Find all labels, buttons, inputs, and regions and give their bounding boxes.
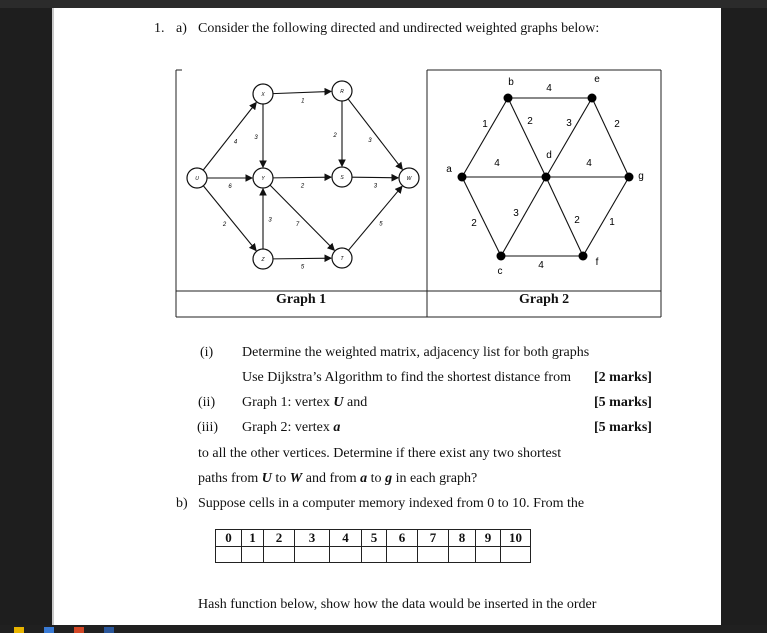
- graph2-caption: Graph 2: [519, 292, 570, 307]
- hash-value-cell: [330, 547, 362, 563]
- graph1-edge-S-W: [352, 177, 398, 178]
- question-number: 1.: [154, 21, 165, 36]
- hash-value-cell: [449, 547, 476, 563]
- graph2-node-c: [497, 252, 506, 261]
- item-ii-text: Graph 1: vertex U and: [242, 395, 368, 410]
- graph2-node-label: g: [638, 171, 644, 182]
- graph1-edge-weight: 1: [301, 98, 305, 105]
- hash-value-cell: [295, 547, 330, 563]
- hash-index-cell: 8: [449, 530, 476, 547]
- part-a-text: Consider the following directed and undirected weighted graphs below:: [198, 21, 600, 36]
- graph2-node-label: a: [446, 164, 452, 175]
- taskbar-app-icon[interactable]: [44, 627, 54, 633]
- graph2-node-b: [504, 94, 513, 103]
- graph1-caption: Graph 1: [276, 292, 327, 307]
- graph2-node-d: [542, 173, 551, 182]
- graph2-node-label: f: [595, 257, 599, 268]
- graph2-edge-weight: 4: [546, 83, 552, 94]
- graph2-edge-f-g: [583, 177, 629, 256]
- hash-index-cell: 1: [242, 530, 264, 547]
- graph1-edge-weight: 5: [379, 221, 383, 228]
- graph1-node-label: R: [340, 89, 344, 95]
- graph2-edge-weight: 2: [471, 218, 477, 229]
- graph2-edge-weight: 2: [614, 119, 620, 130]
- hash-index-cell: 2: [264, 530, 295, 547]
- graph1-edge-weight: 2: [333, 133, 337, 139]
- graph1-edge-weight: 2: [300, 183, 305, 190]
- figure-frame: [176, 70, 661, 317]
- graph1-node-label: Z: [261, 257, 265, 263]
- hash-table: [215, 529, 531, 563]
- graph2-edge-e-g: [592, 98, 629, 177]
- graph1-edge-R-W: [348, 99, 402, 169]
- graph2-edge-weight: 3: [566, 118, 572, 129]
- taskbar: [0, 625, 767, 633]
- hash-value-cell: [476, 547, 501, 563]
- graph2-node-g: [625, 173, 634, 182]
- item-iii-roman: (iii): [197, 420, 218, 435]
- graph2-edge-weight: 4: [586, 158, 592, 169]
- graph2-node-label: d: [546, 150, 552, 161]
- graph2-edge-weight: 2: [574, 215, 580, 226]
- graph2-edge-c-d: [501, 177, 546, 256]
- graph2-edge-e-d: [546, 98, 592, 177]
- hash-value-cell: [242, 547, 264, 563]
- dijkstra-text: Use Dijkstra’s Algorithm to find the shortest distance from: [242, 370, 571, 385]
- hash-index-cell: 10: [501, 530, 531, 547]
- graph1-edge-Y-S: [273, 177, 331, 178]
- graph1-edge-weight: 6: [228, 184, 232, 190]
- graph1-edge-Z-T: [273, 258, 331, 259]
- hash-function-text: Hash function below, show how the data would be inserted in the order: [198, 597, 597, 612]
- graph2-edge-weight: 4: [494, 158, 500, 169]
- item-ii-roman: (ii): [198, 395, 216, 410]
- graph1-edge-weight: 3: [373, 183, 378, 190]
- item-iii-marks: [5 marks]: [594, 420, 652, 435]
- graph1-edge-weight: 5: [300, 264, 305, 271]
- hash-index-cell: 7: [418, 530, 449, 547]
- graph1-node-label: T: [340, 256, 344, 262]
- hash-value-cell: [418, 547, 449, 563]
- item-i-roman: (i): [200, 345, 214, 360]
- graph1-edge-weight: 3: [268, 217, 272, 224]
- hash-value-cell: [387, 547, 418, 563]
- graph2-node-label: c: [497, 266, 503, 277]
- taskbar-app-icon[interactable]: [104, 627, 114, 633]
- item-i-text: Determine the weighted matrix, adjacency list for both graphs: [242, 345, 590, 360]
- graph1-node-label: Y: [261, 176, 265, 182]
- hash-index-cell: 9: [476, 530, 501, 547]
- hash-index-cell: 5: [362, 530, 387, 547]
- graph1-edge-weight: 3: [368, 137, 372, 144]
- hash-index-cell: 6: [387, 530, 418, 547]
- followup-line-2: paths from U to W and from a to g in each graph?: [198, 471, 478, 486]
- graph1-edge-weight: 4: [233, 139, 238, 146]
- graph1-edge-T-W: [348, 186, 402, 250]
- graph1-edge-weight: 3: [254, 135, 258, 141]
- graph2-edge-weight: 1: [609, 217, 615, 228]
- item-ii-marks: [5 marks]: [594, 395, 652, 410]
- hash-index-cell: 0: [216, 530, 242, 547]
- item-iii-text: Graph 2: vertex a: [242, 420, 341, 435]
- graph2-node-f: [579, 252, 588, 261]
- followup-line-1: to all the other vertices. Determine if there exist any two shortest: [198, 446, 562, 461]
- graph2-edge-a-c: [462, 177, 501, 256]
- graph1-node-label: X: [261, 92, 265, 98]
- graph2-node-label: e: [594, 74, 600, 85]
- hash-value-cell: [362, 547, 387, 563]
- hash-value-cell: [264, 547, 295, 563]
- graph1-node-label: S: [340, 175, 344, 181]
- graph1-edge-weight: 2: [222, 221, 227, 228]
- hash-index-cell: 4: [330, 530, 362, 547]
- graph1-node-label: W: [406, 176, 412, 182]
- graph1-edge-U-Z: [203, 186, 256, 251]
- part-a-label: a): [176, 21, 187, 36]
- graph2-node-label: b: [508, 77, 514, 88]
- part-b-text: Suppose cells in a computer memory indexed from 0 to 10. From the: [198, 496, 585, 511]
- hash-value-cell: [501, 547, 531, 563]
- graph1-node-label: U: [195, 176, 199, 182]
- graph2-edge-b-d: [508, 98, 546, 177]
- hash-index-row: [216, 530, 531, 547]
- graph2-edge-weight: 2: [527, 116, 533, 127]
- hash-value-cell: [216, 547, 242, 563]
- graph2-node-a: [458, 173, 467, 182]
- part-b-label: b): [176, 496, 188, 511]
- dijkstra-marks: [2 marks]: [594, 370, 652, 385]
- hash-index-cell: 3: [295, 530, 330, 547]
- graph2-edge-weight: 4: [538, 260, 544, 271]
- graph1-edge-U-X: [203, 103, 256, 170]
- graph2-edge-weight: 3: [513, 208, 519, 219]
- graph1-edge-Y-T: [270, 185, 334, 250]
- hash-value-row: [216, 547, 531, 563]
- graph1-edge-X-R: [273, 91, 331, 93]
- graph2-node-e: [588, 94, 597, 103]
- graph2-edge-weight: 1: [482, 119, 488, 130]
- graph2-edge-a-b: [462, 98, 508, 177]
- taskbar-app-icon[interactable]: [74, 627, 84, 633]
- graph1-edge-weight: 7: [295, 221, 300, 228]
- taskbar-app-icon[interactable]: [14, 627, 24, 633]
